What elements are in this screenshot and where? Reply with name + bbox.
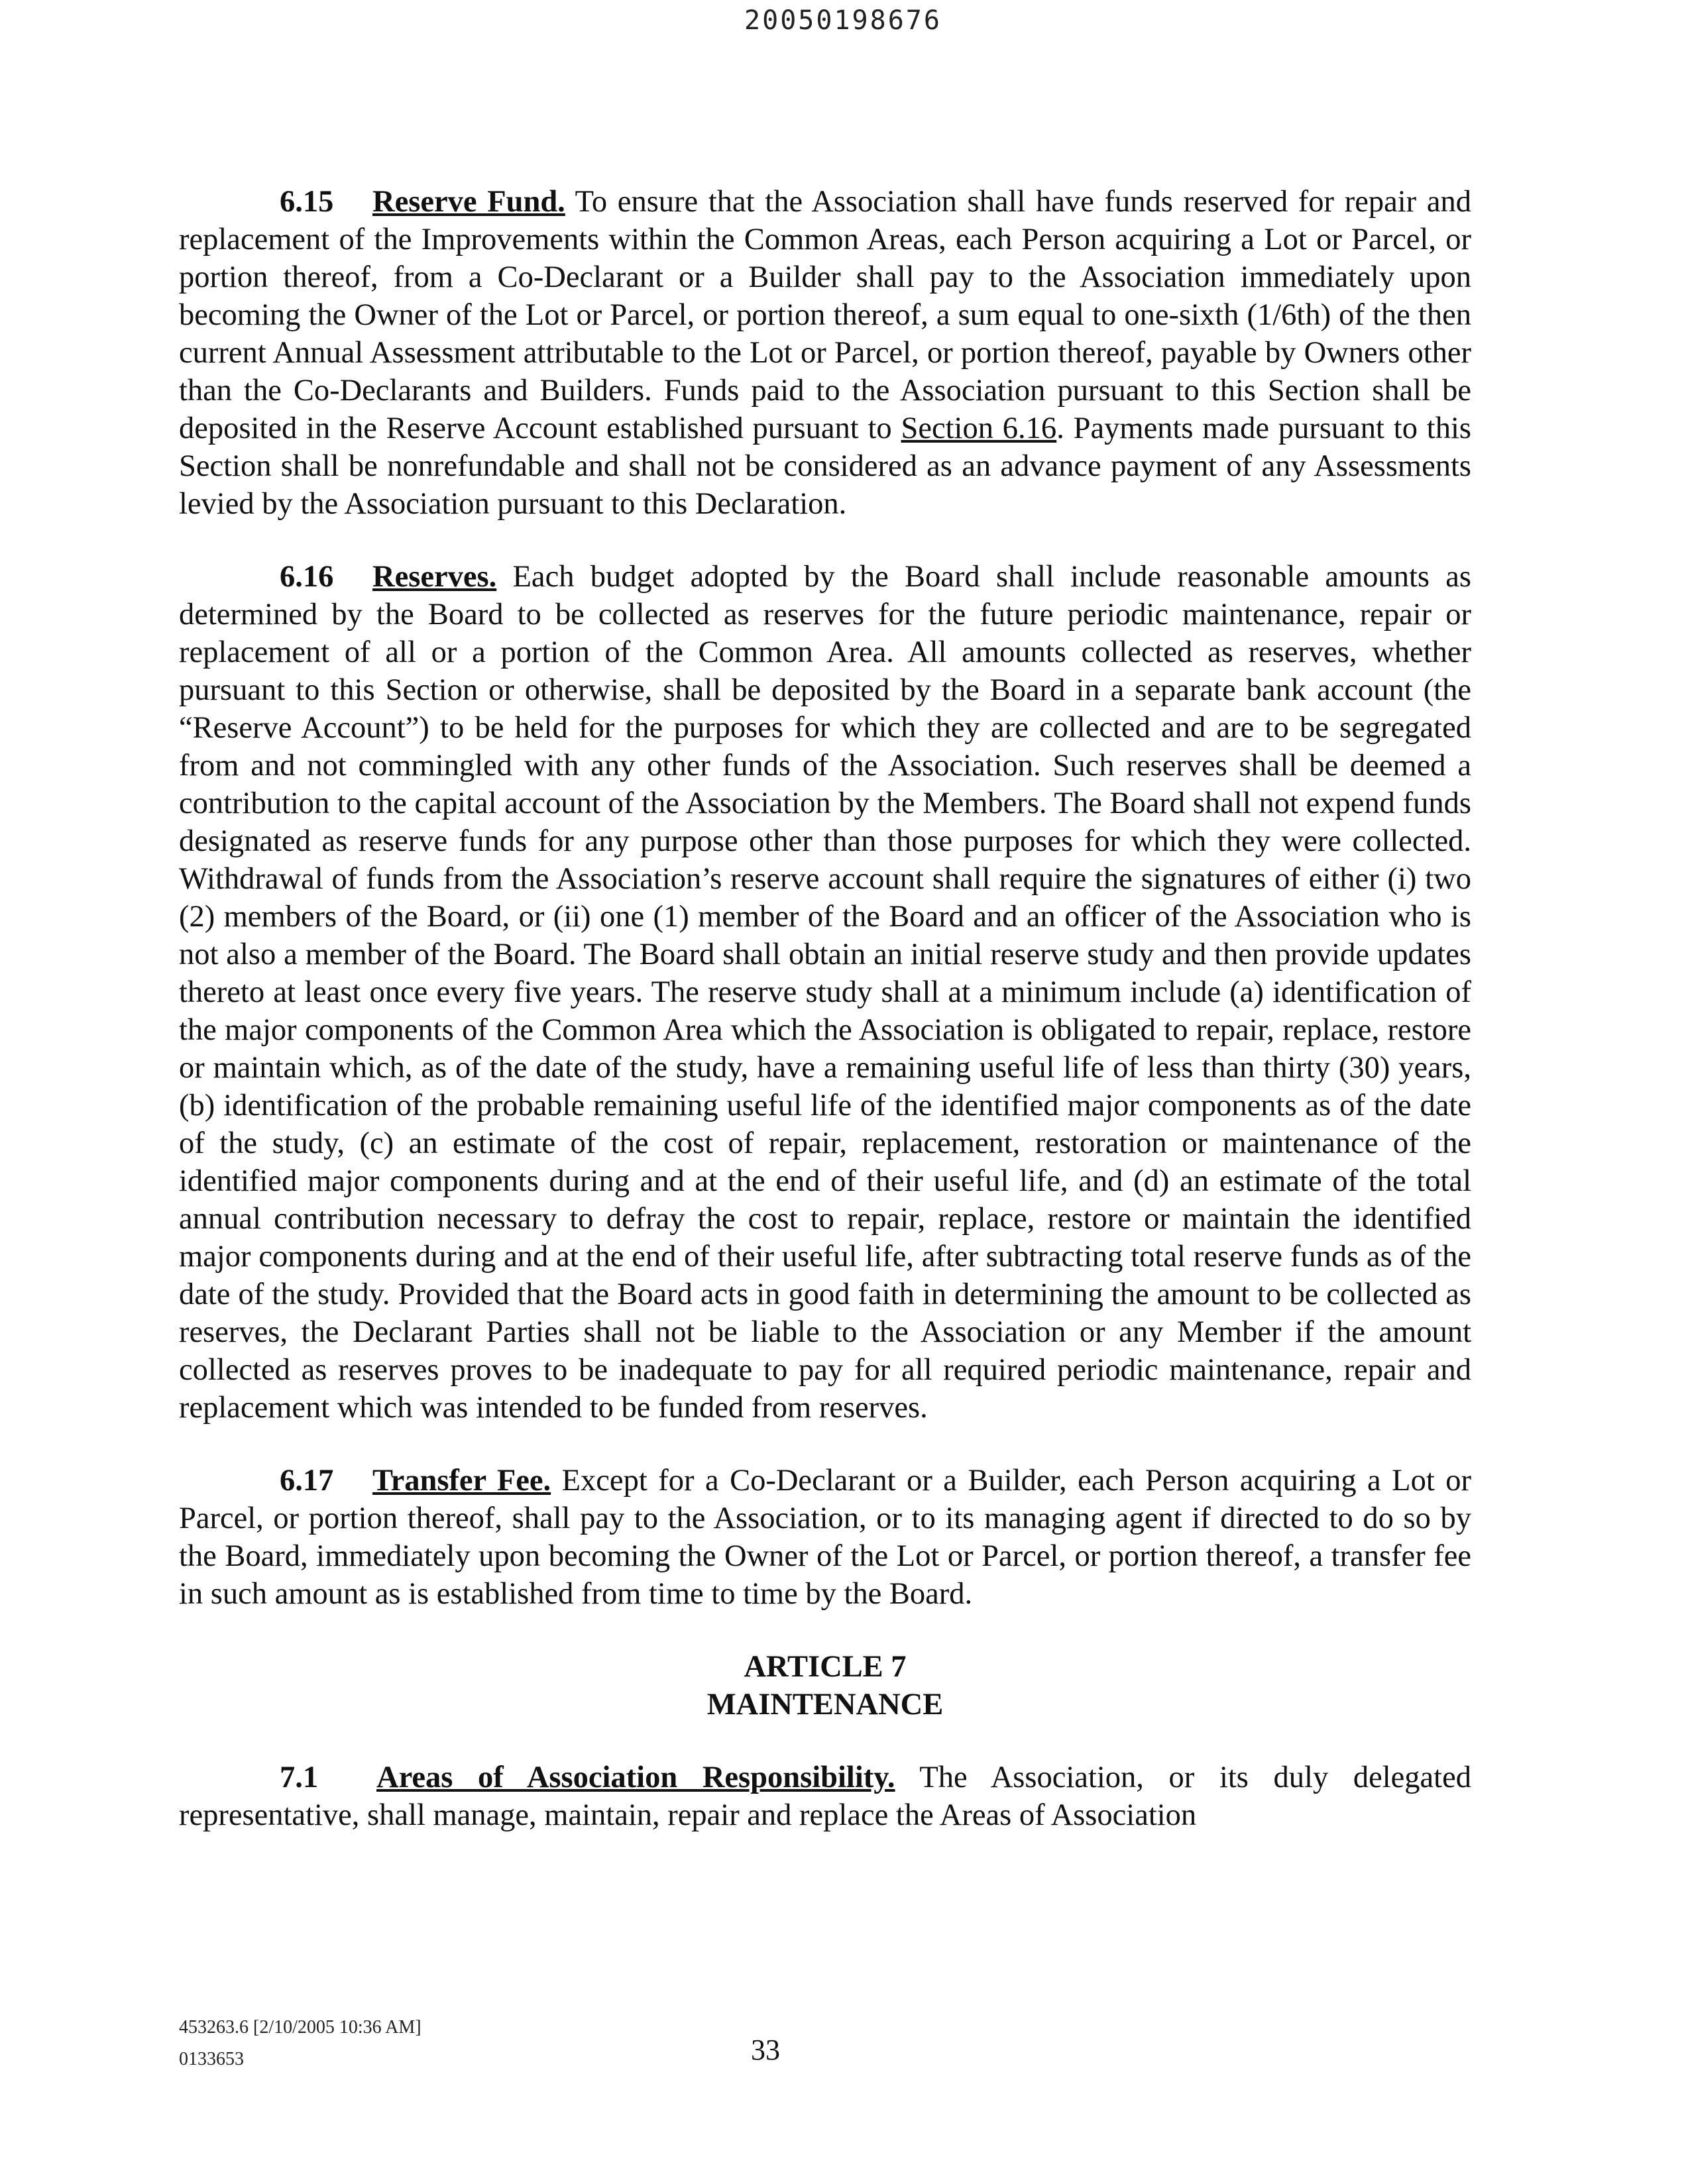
article-heading — [179, 1648, 1471, 1723]
section-number: 6.17 — [280, 1464, 334, 1498]
section-text: Each budget adopted by the Board shall include reasonable amounts as determined by the Board to be collected as reserves for the future periodic maintenance, repair or replacement of all or a portion of the Common Area. All amounts collected as reserves, whether pursuant to this Section or otherwise, shall be deposited by the Board in a separate bank account (the “Reserve Account”) to be held for the purposes for which they are collected and are to be segregated from and not commingled with any other funds of the Association. Such reserves shall be deemed a contribution to the capital account of the Association by the Members. The Board shall not expend funds designated as reserve funds for any purpose other than those purposes for which they were collected. Withdrawal of funds from the Association’s reserve account shall require the signatures of either (i) two (2) members of the Board, or (ii) one (1) member of the Board and an officer of the Association who is not also a member of the Board. The Board shall obtain an initial reserve study and then provide updates thereto at least once every five years. The reserve study shall at a minimum include (a) identification of the major components of the Common Area which the Association is obligated to repair, replace, restore or maintain which, as of the date of the study, have a remaining useful life of less than thirty (30) years, (b) identification of the probable remaining useful life of the identified major components as of the date of the study, (c) an estimate of the cost of repair, replacement, restoration or maintenance of the identified major components during and at the end of their useful life, and (d) an estimate of the total annual contribution necessary to defray the cost to repair, replace, restore or maintain the identified major components during and at the end of their useful life, after subtracting total reserve funds as of the date of the study. Provided that the Board acts in good faith in determining the amount to be collected as reserves, the Declarant Parties shall not be liable to the Association or any Member if the amount collected as reserves proves to be inadequate to pay for all required periodic maintenance, repair and replacement which was intended to be funded from reserves. — [179, 560, 1471, 1425]
section-number: 6.16 — [280, 560, 334, 594]
section-title: Transfer Fee. — [372, 1464, 551, 1498]
article-title: MAINTENANCE — [706, 1688, 944, 1721]
section-number: 7.1 — [280, 1761, 319, 1794]
article-number: ARTICLE 7 — [744, 1650, 907, 1684]
section-title: Areas of Association Responsibility. — [376, 1761, 895, 1794]
section-7-1 — [179, 1759, 1471, 1834]
section-6-15 — [179, 183, 1471, 523]
section-6-17 — [179, 1462, 1471, 1613]
section-text: Except for a Co-Declarant or a Builder, each Person acquiring a Lot or Parcel, or portion thereof, shall pay to the Association, or to its managing agent if directed to do so by the Board, immediately upon becoming the Owner of the Lot or Parcel, or portion thereof, a transfer fee in such amount as is established from time to time by the Board. — [179, 1464, 1471, 1611]
section-number: 6.15 — [280, 185, 334, 219]
footer-client-code: 0133653 — [179, 2049, 244, 2069]
section-text-continued: . Payments made pursuant to this Section shall be nonrefundable and shall not be considered as an advance payment of any Assessments levied by the Association pursuant to this Declaration. — [179, 411, 1471, 521]
page-number: 33 — [751, 2034, 780, 2066]
section-6-16 — [179, 558, 1471, 1427]
section-title: Reserves. — [372, 560, 497, 594]
footer-document-reference: 453263.6 [2/10/2005 10:36 AM] — [179, 2017, 422, 2038]
page-body — [179, 183, 1471, 1834]
section-text: The Association, or its duly delegated representative, shall manage, maintain, repair and replace the Areas of Association — [179, 1761, 1471, 1832]
document-number: 20050198676 — [744, 5, 942, 36]
section-text: To ensure that the Association shall have funds reserved for repair and replacement of the Improvements within the Common Areas, each Person acquiring a Lot or Parcel, or portion thereof, from a Co-Declarant or a Builder shall pay to the Association immediately upon becoming the Owner of the Lot or Parcel, or portion thereof, a sum equal to one-sixth (1/6th) of the then current Annual Assessment attributable to the Lot or Parcel, or portion thereof, payable by Owners other than the Co-Declarants and Builders. Funds paid to the Association pursuant to this Section shall be deposited in the Reserve Account established pursuant to — [179, 185, 1471, 445]
section-title: Reserve Fund. — [372, 185, 565, 219]
section-reference: Section 6.16 — [901, 411, 1057, 445]
